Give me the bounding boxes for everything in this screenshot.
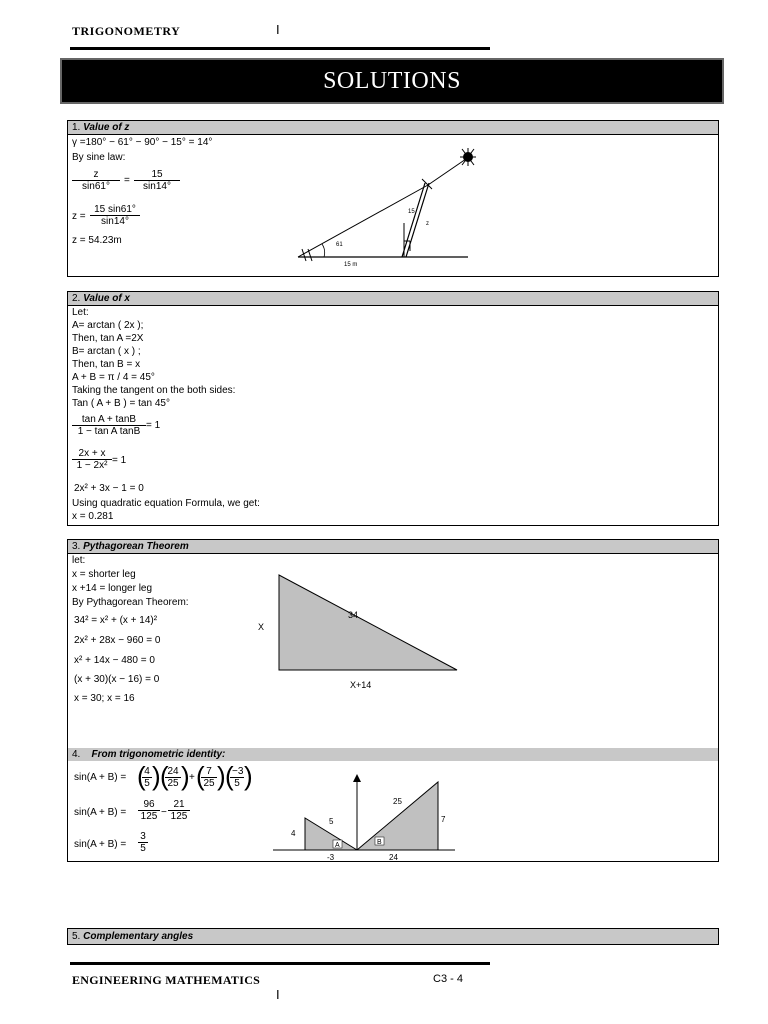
text-line: x = shorter leg: [72, 569, 136, 580]
angle-sum-figure: [273, 774, 458, 864]
footer-rule: [70, 962, 490, 965]
text-line: B= arctan ( x ) ;: [72, 346, 141, 357]
equation: (x + 30)(x − 16) = 0: [74, 674, 160, 685]
z-equals: z =: [72, 211, 86, 222]
tower-triangle-figure: [288, 145, 548, 271]
equals-one: = 1: [112, 455, 127, 466]
section-3-title-bar: [68, 540, 718, 554]
angle-b-label: B: [377, 839, 382, 846]
fraction: $\frac{2x + x}{\text{1 − 2x²}}$: [72, 448, 112, 471]
fraction: $\frac{24}{25}$: [165, 766, 181, 789]
right-triangle-figure: [248, 570, 468, 694]
side-4-label: 4: [291, 829, 296, 838]
section-number: 1.: [72, 122, 81, 133]
section-5-title-bar: [68, 929, 718, 944]
hypotenuse-label: 34: [348, 610, 359, 620]
section-5: [67, 928, 719, 945]
fraction: $\frac{15}{\sin 14^\circ}$: [134, 169, 180, 192]
lhs: sin(A + B) =: [74, 807, 127, 818]
equation: x² + 14x − 480 = 0: [74, 655, 155, 666]
paren: (: [196, 761, 205, 791]
paren: ): [244, 761, 253, 791]
section-title: Pythagorean Theorem: [83, 541, 189, 552]
text-line: Then, tan A =2X: [72, 333, 144, 344]
paren: (: [137, 761, 146, 791]
equation: x = 30; x = 16: [74, 693, 135, 704]
text-line: By Pythagorean Theorem:: [72, 597, 189, 608]
section-title: From trigonometric identity:: [91, 749, 226, 760]
footer-title: ENGINEERING MATHEMATICS: [72, 973, 261, 987]
base-label: X+14: [350, 680, 372, 690]
page-header-title: TRIGONOMETRY: [72, 24, 181, 38]
paren: ): [217, 761, 226, 791]
paren: ): [152, 761, 161, 791]
paren: ): [181, 761, 190, 791]
base-neg3-label: -3: [327, 853, 335, 862]
fraction: $\frac{15 \sin 61^\circ}{\sin 14^\circ}$: [90, 204, 140, 227]
section-1-title-bar: [68, 121, 718, 135]
equation: 34² = x² + (x + 14)²: [74, 615, 158, 626]
z-label: z: [426, 221, 429, 227]
section-number: 3.: [72, 541, 81, 552]
text-line: A= arctan ( 2x );: [72, 320, 144, 331]
equals-sign: =: [124, 175, 130, 186]
plus-sign: +: [189, 772, 195, 783]
fraction: $\frac{7}{25}$: [201, 766, 217, 789]
section-3: [67, 539, 719, 862]
equals-one: = 1: [146, 420, 161, 431]
sine-law-label: By sine law:: [72, 152, 126, 163]
paren: (: [225, 761, 234, 791]
angle-a-label: A: [335, 842, 340, 849]
text-line: Taking the tangent on the both sides:: [72, 385, 236, 396]
equation: 2x² + 28x − 960 = 0: [74, 635, 161, 646]
section-1: [67, 120, 719, 277]
section-number: 5.: [72, 931, 81, 942]
text-line: Let:: [72, 307, 89, 318]
banner-title: SOLUTIONS: [323, 67, 461, 94]
fraction: $\frac{-3}{5}$: [232, 766, 244, 789]
side-7-label: 7: [441, 815, 446, 824]
lhs: sin(A + B) =: [74, 839, 127, 850]
section-number: 2.: [72, 293, 81, 304]
section-title: Value of z: [83, 122, 130, 133]
text-line: Tan ( A + B ) = tan 45°: [72, 398, 170, 409]
z-result: z = 54.23m: [72, 235, 122, 246]
fraction: $\frac{3}{5}$: [138, 831, 148, 854]
base-24-label: 24: [389, 853, 398, 862]
fraction: $\frac{z}{\sin 61^\circ}$: [72, 169, 120, 192]
header-rule: [70, 47, 490, 50]
angle-15-label: 15: [408, 209, 415, 215]
section-number: 4.: [72, 749, 81, 760]
fraction: $\frac{21}{125}$: [168, 799, 190, 822]
paren: (: [160, 761, 169, 791]
fraction: $\frac{\text{tan A + tanB}}{\text{1 − tan A tanB}}$: [72, 414, 146, 437]
minus-sign: −: [161, 807, 167, 818]
text-line: A + B = π / 4 = 45°: [72, 372, 155, 383]
text-line: x +14 = longer leg: [72, 583, 153, 594]
gamma-equation: γ =180° − 61° − 90° − 15° = 14°: [72, 137, 213, 148]
section-2-title-bar: [68, 292, 718, 306]
angle-61-label: 61: [336, 242, 343, 248]
footer-mark: I: [276, 987, 280, 1002]
text-line: Using quadratic equation Formula, we get:: [72, 498, 260, 509]
section-4-title-bar: [68, 748, 718, 761]
side-5-label: 5: [329, 817, 334, 826]
x-result: x = 0.281: [72, 511, 114, 522]
lhs: sin(A + B) =: [74, 772, 127, 783]
text-line: let:: [72, 555, 86, 566]
section-2: [67, 291, 719, 526]
header-mark: I: [276, 22, 280, 37]
fraction: $\frac{4}{5}$: [142, 766, 152, 789]
solutions-banner: [60, 58, 724, 104]
fraction: $\frac{96}{125}$: [138, 799, 160, 822]
side-25-label: 25: [393, 797, 402, 806]
text-line: Then, tan B = x: [72, 359, 141, 370]
base-label: 15 m: [344, 262, 358, 268]
quadratic-equation: 2x² + 3x − 1 = 0: [74, 483, 144, 494]
section-title: Complementary angles: [83, 931, 194, 942]
page-number: C3 - 4: [433, 973, 463, 985]
leg-label: X: [258, 622, 265, 632]
section-title: Value of x: [83, 293, 130, 304]
